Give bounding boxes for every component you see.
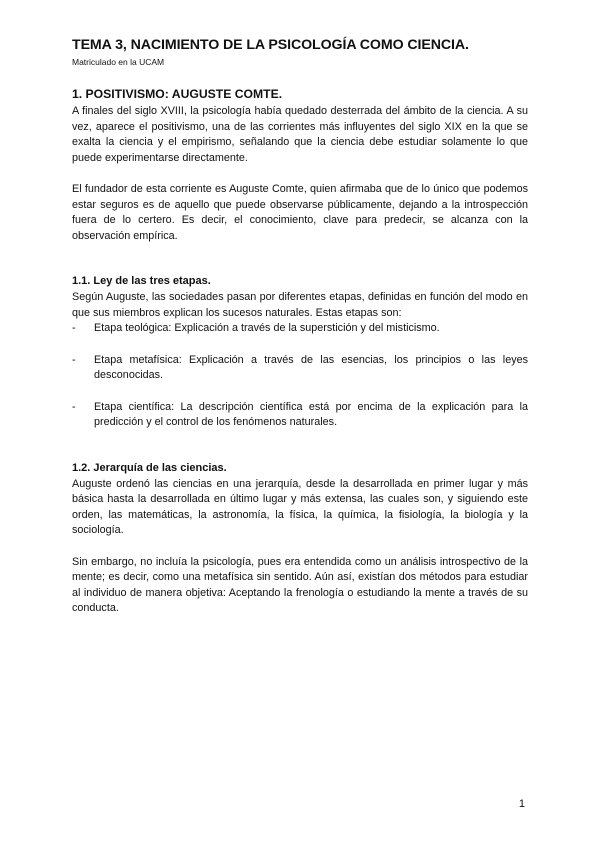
section-1-1-intro: Según Auguste, las sociedades pasan por diferentes etapas, definidas en función del modo en que sus miembros explican los sucesos naturales. Estas etapas son: <box>72 291 528 319</box>
document-page <box>72 36 528 617</box>
section-1-heading: 1. POSITIVISMO: AUGUSTE COMTE. <box>72 87 283 101</box>
list-bullet: - <box>72 322 76 334</box>
section-1-2-paragraph: Sin embargo, no incluía la psicología, pues era entendida como un análisis introspectivo de la mente; es decir, como una metafísica sin sentido. Aún así, existían dos métodos para estudiar al individuo de manera objetiva: Aceptando la frenología o estudiando la mente a través de su conducta. <box>72 555 528 614</box>
section-1-2-heading: 1.2. Jerarquía de las ciencias. <box>72 461 227 474</box>
list-item <box>72 400 528 431</box>
list-item-text: Etapa teológica: Explicación a través de la superstición y del misticismo. <box>94 322 440 334</box>
list-item-text: Etapa metafísica: Explicación a través de las esencias, los principios o las leyes desconocidas. <box>94 353 528 381</box>
list-item-text: Etapa científica: La descripción científica está por encima de la explicación para la predicción y el control de los fenómenos naturales. <box>94 400 528 428</box>
list-item <box>72 321 528 337</box>
section-1-paragraph: A finales del siglo XVIII, la psicología había quedado desterrada del ámbito de la ciencia. A su vez, aparece el positivismo, una de las corrientes más influyentes del siglo XIX en la que se exalta la ciencia y el empirismo, señalando que la ciencia debe estudiar solamente lo que puede experimentarse directamente. <box>72 105 528 164</box>
list-bullet: - <box>72 400 76 413</box>
list-item <box>72 353 528 384</box>
list-bullet: - <box>72 353 76 366</box>
page-number: 1 <box>518 798 525 810</box>
document-subtitle: Matriculado en la UCAM <box>72 57 165 67</box>
document-title: TEMA 3, NACIMIENTO DE LA PSICOLOGÍA COMO CIENCIA. <box>72 37 469 53</box>
section-1-1-heading: 1.1. Ley de las tres etapas. <box>72 275 211 287</box>
stages-list <box>72 321 528 431</box>
section-1-paragraph: El fundador de esta corriente es Auguste Comte, quien afirmaba que de lo único que podemos estar seguros es de aquello que puede observarse públicamente, dejando a la introspección fuera de lo certero. Es decir, el conocimiento, clave para predecir, se alcanza con la observación empírica. <box>72 183 528 242</box>
section-1-2-paragraph: Auguste ordenó las ciencias en una jerarquía, desde la desarrollada en primer lugar y más básica hasta la desarrollada en último lugar y más extensa, las cuales son, y siguiendo este orden, las matemáticas, la astronomía, la física, la química, la fisiología, la biología y la sociología. <box>72 477 528 536</box>
